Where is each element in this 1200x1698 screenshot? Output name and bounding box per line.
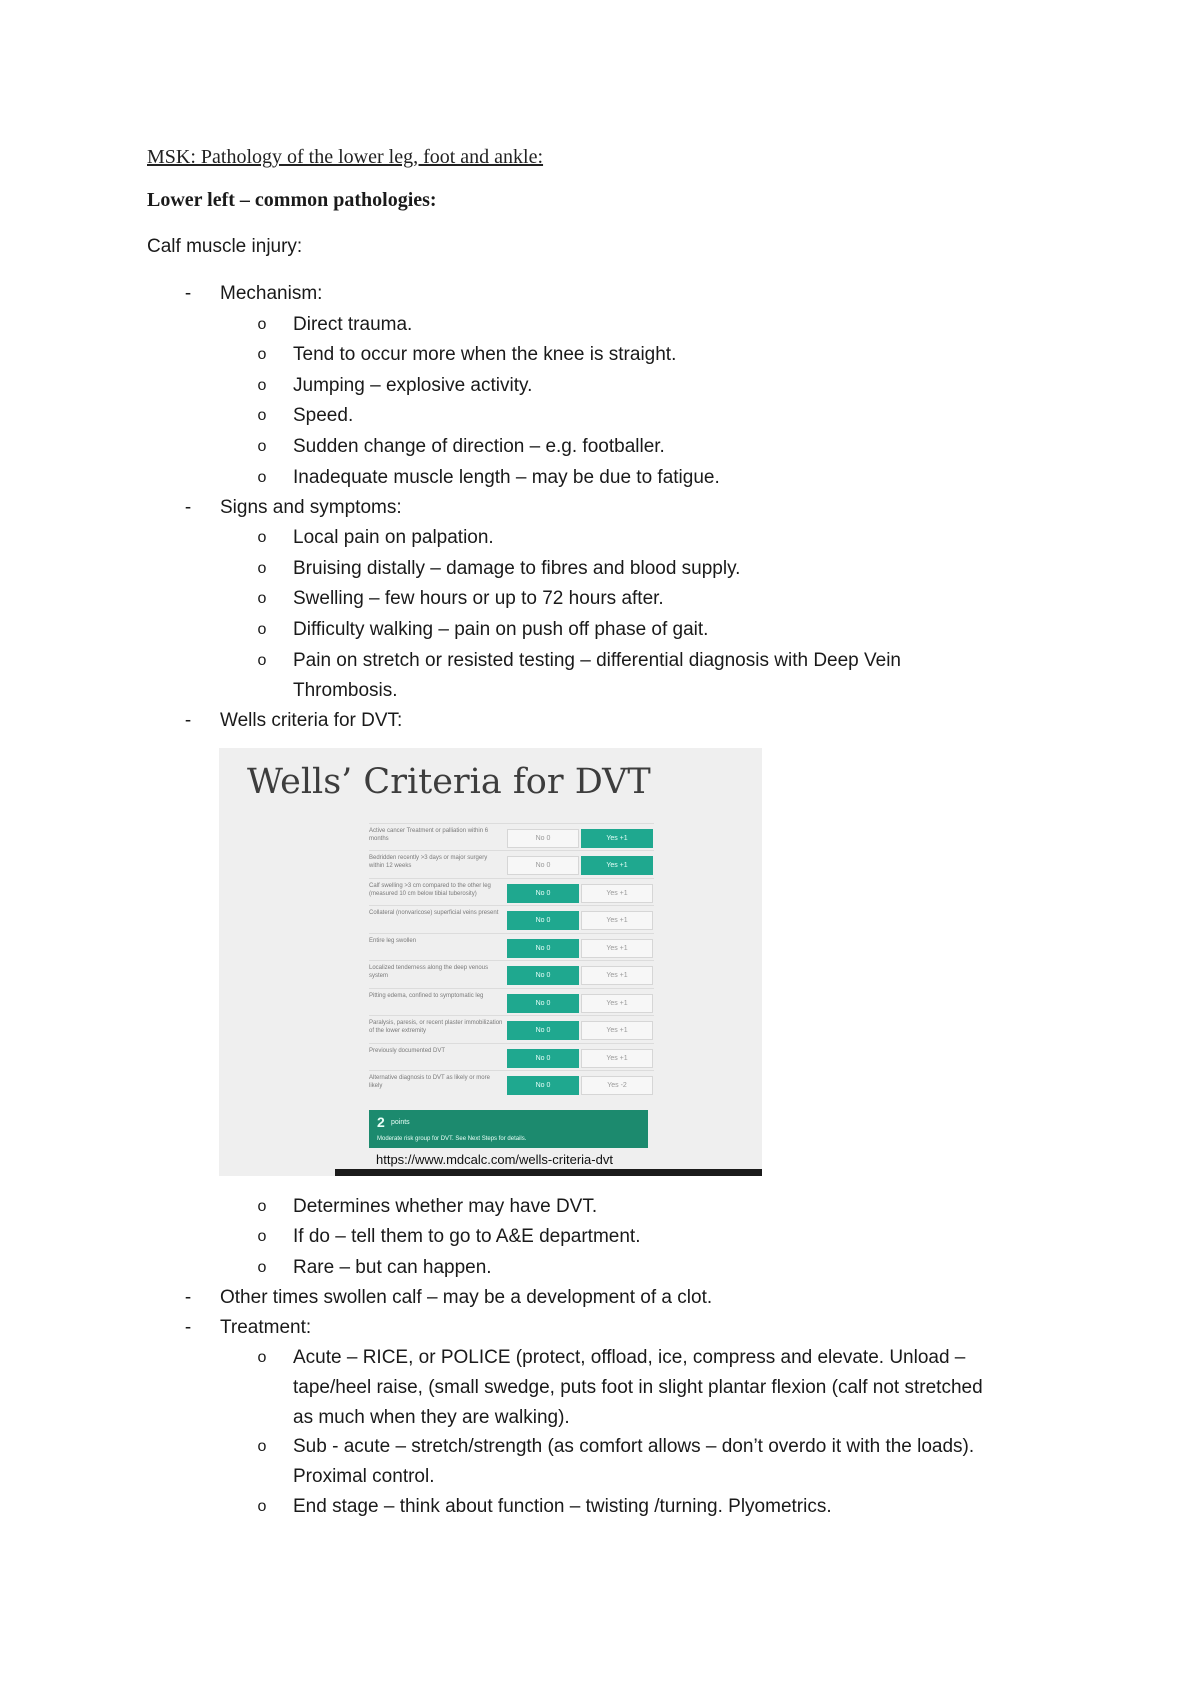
sub-list-item-text: Swelling – few hours or up to 72 hours after.: [293, 588, 664, 609]
wells-criteria-screenshot: [219, 748, 762, 1176]
criteria-label: Bedridden recently >3 days or major surgery within 12 weeks: [369, 855, 488, 869]
bullet-marker: o: [257, 316, 267, 333]
criteria-row: [369, 1070, 654, 1097]
section-heading: Lower left – common pathologies:: [147, 189, 437, 211]
bullet-marker: o: [257, 1198, 267, 1215]
sub-heading: Calf muscle injury:: [147, 236, 303, 257]
bullet-marker: o: [257, 529, 267, 546]
criteria-label: Pitting edema, confined to symptomatic leg: [369, 993, 484, 999]
sub-list-item-text: Thrombosis.: [293, 680, 398, 701]
sub-list-item-text: Rare – but can happen.: [293, 1257, 492, 1278]
list-item-label: Wells criteria for DVT:: [220, 710, 403, 731]
option-yes[interactable]: Yes -2: [581, 1076, 653, 1095]
bullet-marker: o: [257, 1349, 267, 1366]
criteria-row: [369, 960, 654, 987]
source-url: https://www.mdcalc.com/wells-criteria-dvt: [376, 1152, 613, 1167]
criteria-row: [369, 988, 654, 1015]
criteria-label: Previously documented DVT: [369, 1048, 446, 1054]
option-yes[interactable]: Yes +1: [581, 966, 653, 985]
option-no[interactable]: No 0: [507, 856, 579, 875]
criteria-row: [369, 1015, 654, 1042]
sub-list-item-text: Sudden change of direction – e.g. footballer.: [293, 436, 665, 457]
sub-list-item-text: tape/heel raise, (small swedge, puts foot in slight plantar flexion (calf not stretched: [293, 1377, 983, 1398]
sub-list-item-text: Speed.: [293, 405, 354, 426]
criteria-row: [369, 823, 654, 850]
result-note: Moderate risk group for DVT. See Next Steps for details.: [377, 1136, 527, 1142]
list-item-label: Mechanism:: [220, 283, 323, 304]
sub-list-item-text: Sub - acute – stretch/strength (as comfort allows – don’t overdo it with the loads).: [293, 1436, 975, 1457]
dash-marker: -: [184, 1317, 192, 1338]
criteria-row: [369, 1043, 654, 1070]
bullet-marker: o: [257, 590, 267, 607]
sub-list-item-text: Jumping – explosive activity.: [293, 375, 533, 396]
bullet-marker: o: [257, 652, 267, 669]
sub-list-item-text: Proximal control.: [293, 1466, 435, 1487]
option-no-selected[interactable]: No 0: [507, 994, 579, 1013]
criteria-row: [369, 878, 654, 905]
bullet-marker: o: [257, 377, 267, 394]
option-no-selected[interactable]: No 0: [507, 1076, 579, 1095]
sub-list-item-text: Tend to occur more when the knee is straight.: [293, 344, 677, 365]
option-yes[interactable]: Yes +1: [581, 1021, 653, 1040]
list-item-label: Other times swollen calf – may be a development of a clot.: [220, 1287, 713, 1308]
bullet-marker: o: [257, 621, 267, 638]
bullet-marker: o: [257, 1228, 267, 1245]
option-yes-selected[interactable]: Yes +1: [581, 856, 653, 875]
sub-list-item-text: Direct trauma.: [293, 314, 413, 335]
bullet-marker: o: [257, 1498, 267, 1515]
taskbar-strip: [335, 1169, 762, 1176]
dash-marker: -: [184, 710, 192, 731]
bullet-marker: o: [257, 560, 267, 577]
criteria-label: Calf swelling >3 cm compared to the other leg (measured 10 cm below tibial tuberosity): [369, 883, 491, 897]
list-item-label: Treatment:: [220, 1317, 312, 1338]
criteria-label: Entire leg swollen: [369, 938, 417, 944]
option-no-selected[interactable]: No 0: [507, 911, 579, 930]
embed-title: Wells’ Criteria for DVT: [247, 762, 651, 802]
bullet-marker: o: [257, 407, 267, 424]
criteria-row: [369, 933, 654, 960]
document-title: MSK: Pathology of the lower leg, foot and ankle:: [147, 146, 544, 168]
option-yes[interactable]: Yes +1: [581, 884, 653, 903]
dash-marker: -: [184, 497, 192, 518]
criteria-label: Paralysis, paresis, or recent plaster immobilization of the lower extremity: [369, 1020, 503, 1034]
bullet-marker: o: [257, 346, 267, 363]
result-box: [369, 1110, 648, 1148]
sub-list-item-text: Determines whether may have DVT.: [293, 1196, 598, 1217]
result-score: 2: [377, 1114, 385, 1130]
bullet-marker: o: [257, 1259, 267, 1276]
bullet-marker: o: [257, 438, 267, 455]
option-yes[interactable]: Yes +1: [581, 939, 653, 958]
sub-list-item-text: If do – tell them to go to A&E department.: [293, 1226, 641, 1247]
sub-list-item-text: Local pain on palpation.: [293, 527, 494, 548]
sub-list-item-text: Acute – RICE, or POLICE (protect, offload, ice, compress and elevate. Unload –: [293, 1347, 966, 1368]
criteria-row: [369, 905, 654, 932]
criteria-label: Localized tenderness along the deep venous system: [369, 965, 489, 979]
list-item-label: Signs and symptoms:: [220, 497, 402, 518]
criteria-label: Active cancer Treatment or palliation within 6 months: [369, 828, 489, 842]
sub-list-item-text: as much when they are walking).: [293, 1407, 570, 1428]
sub-list-item-text: End stage – think about function – twisting /turning. Plyometrics.: [293, 1496, 832, 1517]
sub-list-item-text: Inadequate muscle length – may be due to fatigue.: [293, 467, 720, 488]
option-no-selected[interactable]: No 0: [507, 1021, 579, 1040]
option-no-selected[interactable]: No 0: [507, 1049, 579, 1068]
option-yes-selected[interactable]: Yes +1: [581, 829, 653, 848]
sub-list-item-text: Difficulty walking – pain on push off phase of gait.: [293, 619, 709, 640]
criteria-label: Collateral (nonvaricose) superficial veins present: [369, 910, 499, 916]
option-yes[interactable]: Yes +1: [581, 994, 653, 1013]
option-no-selected[interactable]: No 0: [507, 966, 579, 985]
option-yes[interactable]: Yes +1: [581, 1049, 653, 1068]
dash-marker: -: [184, 283, 192, 304]
sub-list-item-text: Pain on stretch or resisted testing – differential diagnosis with Deep Vein: [293, 650, 901, 671]
criteria-label: Alternative diagnosis to DVT as likely or more likely: [369, 1075, 490, 1089]
option-yes[interactable]: Yes +1: [581, 911, 653, 930]
result-unit: points: [391, 1119, 410, 1126]
option-no-selected[interactable]: No 0: [507, 884, 579, 903]
option-no-selected[interactable]: No 0: [507, 939, 579, 958]
sub-list-item-text: Bruising distally – damage to fibres and blood supply.: [293, 558, 741, 579]
option-no[interactable]: No 0: [507, 829, 579, 848]
dash-marker: -: [184, 1287, 192, 1308]
bullet-marker: o: [257, 1438, 267, 1455]
bullet-marker: o: [257, 469, 267, 486]
criteria-row: [369, 850, 654, 877]
